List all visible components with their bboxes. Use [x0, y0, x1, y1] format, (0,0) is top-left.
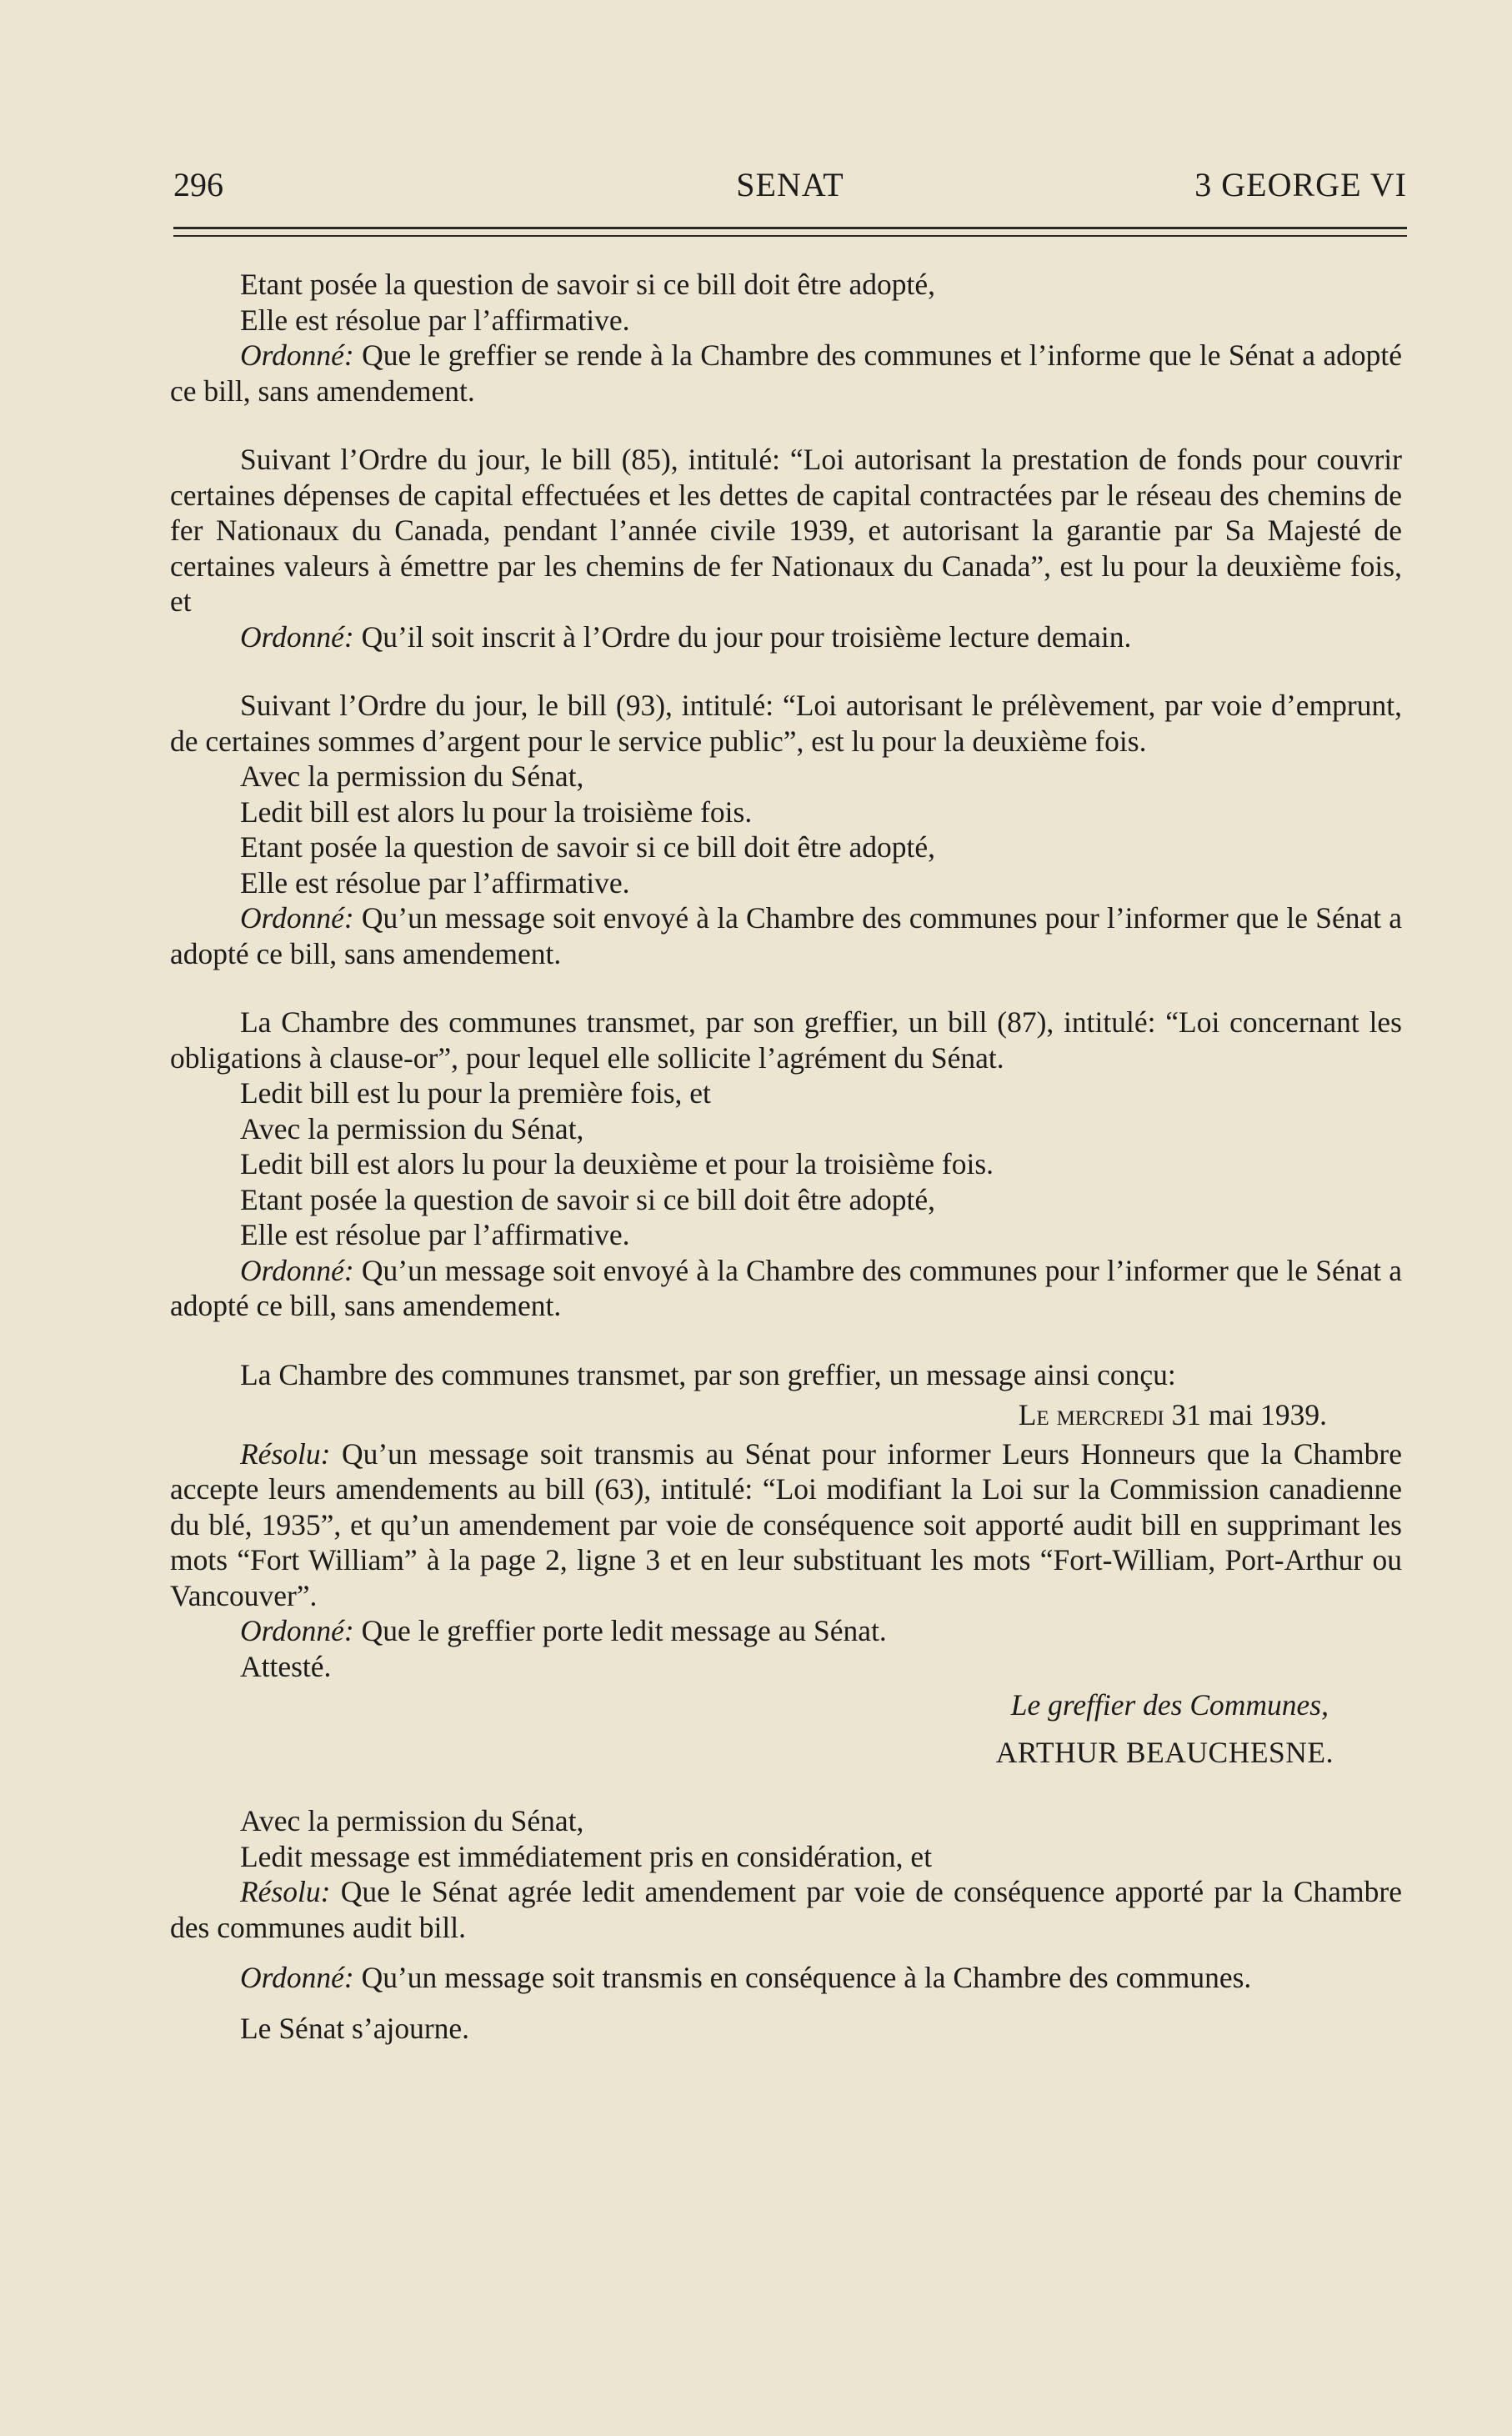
order-paragraph	[170, 619, 1402, 655]
text-line: Avec la permission du Sénat,	[240, 759, 584, 793]
date-weekday: Le mercredi	[1018, 1398, 1164, 1431]
resolu-label: Résolu:	[240, 1436, 331, 1471]
order-paragraph	[170, 900, 1402, 971]
message-date	[170, 1397, 1402, 1433]
header-rule-thin	[173, 235, 1407, 237]
bill-paragraph-87: La Chambre des communes transmet, par son greffier, un bill (87), intitulé: “Loi concernant les obligations à clause-or”, pour lequel elle sollicite l’agrément du Sénat.	[170, 1005, 1402, 1075]
order-label: Ordonné:	[240, 1253, 354, 1287]
text-line: Ledit bill est lu pour la première fois, et	[240, 1076, 711, 1110]
order-label: Ordonné:	[240, 901, 354, 935]
order-text: Que le greffier porte ledit message au Sénat.	[353, 1614, 887, 1647]
order-paragraph	[170, 1613, 1402, 1649]
resolution-paragraph	[170, 1874, 1402, 1945]
adjournment: Le Sénat s’ajourne.	[240, 2011, 470, 2045]
text-line: Avec la permission du Sénat,	[240, 1111, 584, 1145]
date-day: 31 mai 1939.	[1164, 1398, 1327, 1431]
resolu-text: Que le Sénat agrée ledit amendement par voie de conséquence apporté par la Chambre des communes audit bill.	[170, 1875, 1402, 1944]
order-paragraph	[170, 1253, 1402, 1324]
attestation: Attesté.	[240, 1649, 332, 1683]
resolu-label: Résolu:	[240, 1875, 331, 1908]
text-line: Elle est résolue par l’affirmative.	[240, 303, 630, 337]
text-line: Etant posée la question de savoir si ce bill doit être adopté,	[240, 1182, 936, 1216]
resolu-text: Qu’un message soit transmis au Sénat pour informer Leurs Honneurs que la Chambre accepte leurs amendements au bill (63), intitulé: “Loi modifiant la Loi sur la Commission canadienne du blé, 1935”, et qu’un amendement par voie de conséquence soit apporté audit bill en supprimant les mots “Fort William” à la page 2, ligne 3 et en leur substituant les mots “Fort-William, Port-Arthur ou Vancouver”.	[170, 1436, 1402, 1612]
resolution-paragraph	[170, 1436, 1402, 1614]
order-text: Que le greffier se rende à la Chambre des communes et l’informe que le Sénat a adopté ce bill, sans amendement.	[170, 338, 1402, 408]
order-label: Ordonné:	[240, 1961, 354, 1994]
message-intro: La Chambre des communes transmet, par son greffier, un message ainsi conçu:	[240, 1357, 1176, 1391]
order-label: Ordonné:	[240, 1614, 354, 1647]
text-line: Ledit bill est alors lu pour la deuxième et pour la troisième fois.	[240, 1147, 994, 1180]
order-text: Qu’un message soit transmis en conséquence à la Chambre des communes.	[353, 1961, 1252, 1994]
order-paragraph	[170, 1960, 1402, 1996]
bill-paragraph-93: Suivant l’Ordre du jour, le bill (93), intitulé: “Loi autorisant le prélèvement, par voie d’emprunt, de certaines sommes d’argent pour le service public”, est lu pour la deuxième fois.	[170, 689, 1402, 758]
text-line: Ledit bill est alors lu pour la troisième fois.	[240, 794, 753, 829]
text-line: Etant posée la question de savoir si ce bill doit être adopté,	[240, 830, 936, 864]
header-reign: 3 GEORGE VI	[1194, 166, 1407, 203]
signature-title: Le greffier des Communes,	[1010, 1688, 1329, 1722]
order-label: Ordonné:	[240, 338, 354, 372]
text-line: Elle est résolue par l’affirmative.	[240, 865, 630, 900]
page-number: 296	[173, 166, 223, 203]
text-line: Etant posée la question de savoir si ce bill doit être adopté,	[240, 268, 936, 301]
order-label: Ordonné:	[240, 619, 354, 654]
document-body	[170, 267, 1402, 2046]
bill-paragraph-85: Suivant l’Ordre du jour, le bill (85), intitulé: “Loi autorisant la prestation de fonds pour couvrir certaines dépenses de capital effectuées et les dettes de capital contractées par le réseau des chemins de fer Nationaux du Canada, pendant l’année civile 1939, et autorisant la garantie par Sa Majesté de certaines valeurs à émettre par les chemins de fer Nationaux du Canada”, est lu pour la deuxième fois, et	[170, 443, 1402, 618]
order-text: Qu’un message soit envoyé à la Chambre des communes pour l’informer que le Sénat a adopté ce bill, sans amendement.	[170, 1253, 1402, 1322]
header-rule-thick	[173, 227, 1407, 229]
order-paragraph	[170, 338, 1402, 409]
order-text: Qu’il soit inscrit à l’Ordre du jour pour troisième lecture demain.	[353, 619, 1132, 654]
signature-name: ARTHUR BEAUCHESNE.	[995, 1735, 1334, 1769]
text-line: Elle est résolue par l’affirmative.	[240, 1218, 630, 1251]
header-title: SENAT	[736, 166, 844, 203]
order-text: Qu’un message soit envoyé à la Chambre des communes pour l’informer que le Sénat a adopté ce bill, sans amendement.	[170, 901, 1402, 970]
running-header	[173, 163, 1407, 207]
text-line: Avec la permission du Sénat,	[240, 1804, 584, 1837]
text-line: Ledit message est immédiatement pris en considération, et	[240, 1839, 933, 1873]
